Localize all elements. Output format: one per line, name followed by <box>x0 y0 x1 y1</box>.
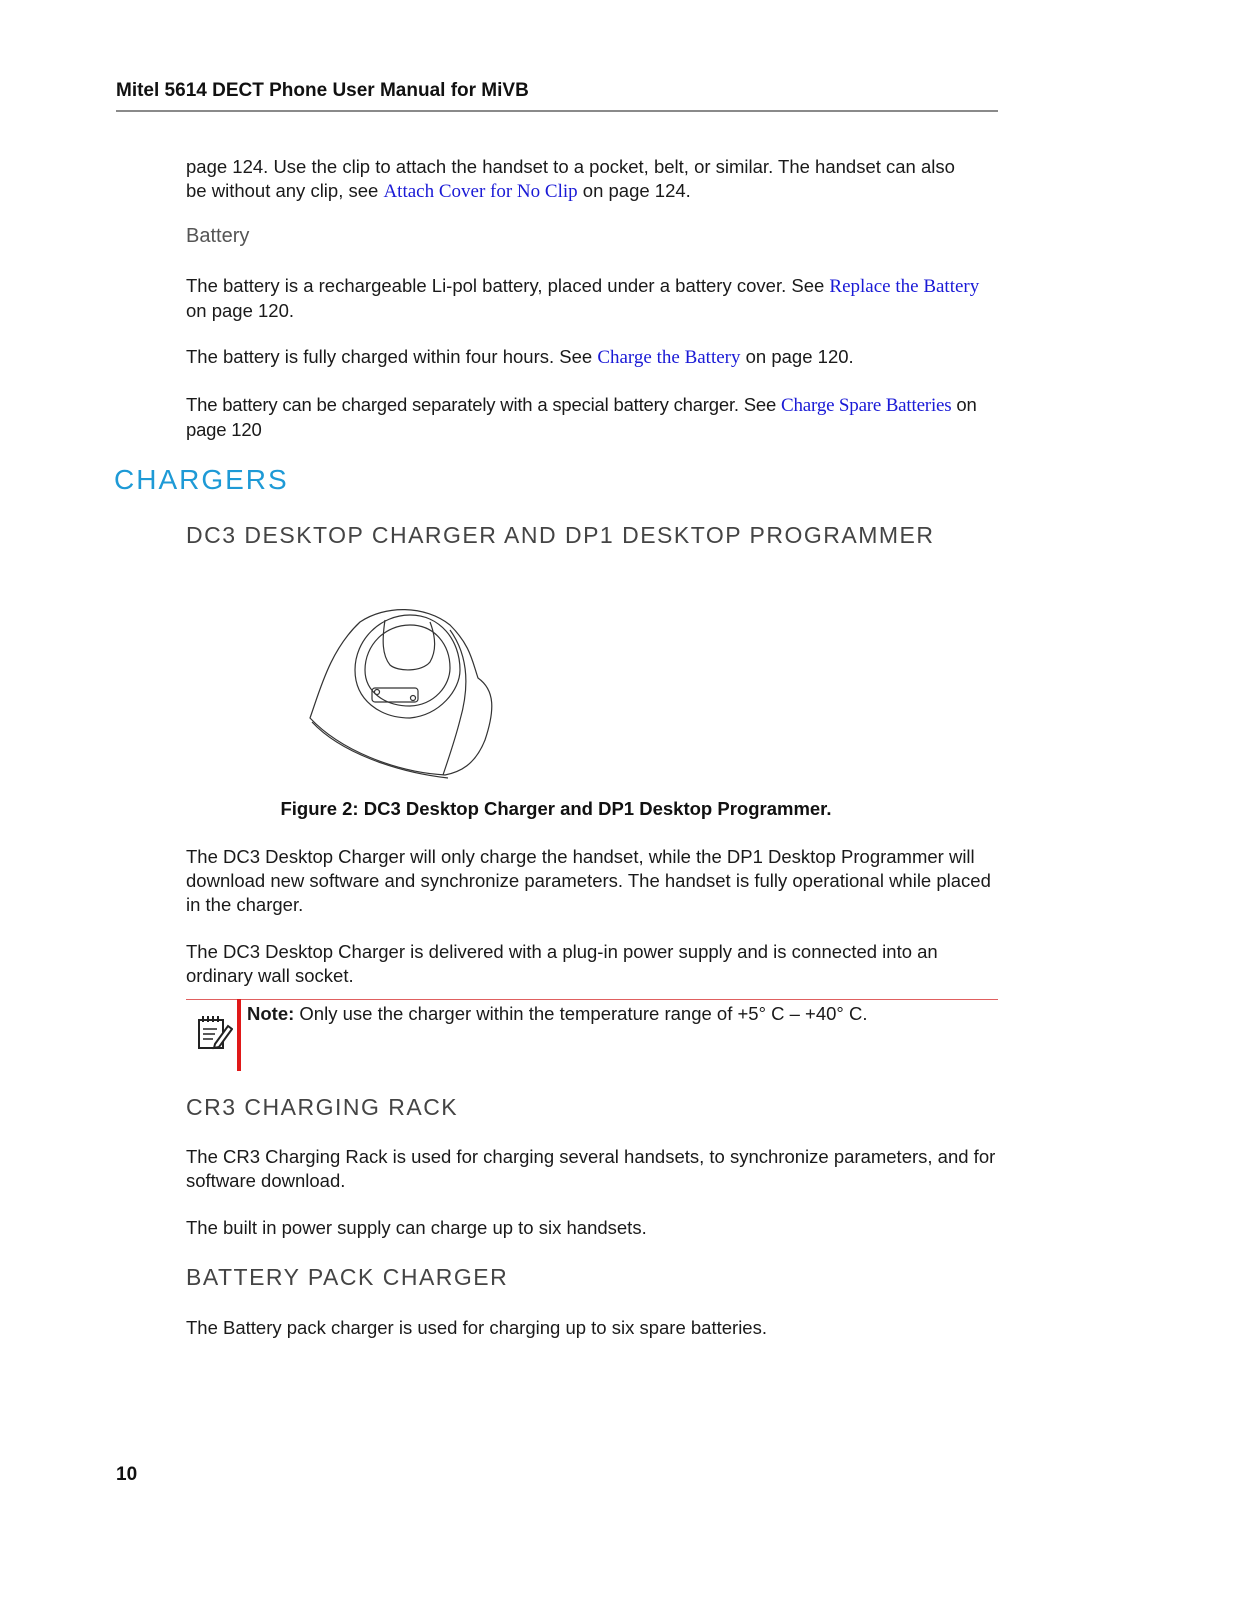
charge-battery-link[interactable]: Charge the Battery <box>597 347 741 368</box>
note-top-rule <box>186 999 998 1000</box>
battery-pack-paragraph: The Battery pack charger is used for charging up to six spare batteries. <box>186 1317 767 1338</box>
desktop-charger-illustration <box>300 600 500 780</box>
battery-p1-post: on page 120. <box>186 300 295 321</box>
dc3-heading: DC3 DESKTOP CHARGER AND DP1 DESKTOP PROGRAMMER <box>186 522 935 548</box>
battery-heading: Battery <box>186 225 250 247</box>
dc3-paragraph-1: The DC3 Desktop Charger will only charge the handset, while the DP1 Desktop Programmer will download new software and synchronize parameters. The handset is fully operational while placed in the charger. <box>186 846 991 915</box>
header-divider <box>116 110 998 112</box>
intro-line2-pre: be without any clip, see <box>186 180 384 201</box>
intro-line2-post: on page 124. <box>577 180 691 201</box>
cr3-paragraph-1: The CR3 Charging Rack is used for charging several handsets, to synchronize parameters, and for software download. <box>186 1146 996 1191</box>
intro-paragraph <box>186 155 1001 204</box>
note-accent-bar <box>237 999 241 1071</box>
dc3-paragraph-2: The DC3 Desktop Charger is delivered with a plug-in power supply and is connected into an ordinary wall socket. <box>186 941 938 986</box>
figure-caption: Figure 2: DC3 Desktop Charger and DP1 Desktop Programmer. <box>280 798 832 819</box>
battery-pack-heading: BATTERY PACK CHARGER <box>186 1264 509 1290</box>
battery-paragraph-3 <box>186 393 1001 442</box>
note-label: Note: <box>247 1003 295 1024</box>
running-header: Mitel 5614 DECT Phone User Manual for MiVB <box>116 80 529 101</box>
note-body: Only use the charger within the temperature range of +5° C – +40° C. <box>294 1003 868 1024</box>
battery-p3-post: on page 120 <box>186 394 977 440</box>
battery-p2-text: The battery is fully charged within four hours. See <box>186 346 598 367</box>
charge-spare-batteries-link[interactable]: Charge Spare Batteries <box>781 395 952 416</box>
note-pencil-icon <box>195 1014 233 1052</box>
cr3-paragraph-2: The built in power supply can charge up to six handsets. <box>186 1217 647 1238</box>
chargers-heading: CHARGERS <box>114 464 289 495</box>
battery-p2-post: on page 120. <box>740 346 854 367</box>
page-number: 10 <box>116 1464 138 1485</box>
note-text <box>247 1003 867 1025</box>
replace-battery-link[interactable]: Replace the Battery <box>829 276 980 297</box>
battery-paragraph-2 <box>186 345 1001 370</box>
attach-cover-link[interactable]: Attach Cover for No Clip <box>383 181 578 202</box>
cr3-heading: CR3 CHARGING RACK <box>186 1094 459 1120</box>
intro-line1: page 124. Use the clip to attach the handset to a pocket, belt, or similar. The handset can also <box>186 156 955 177</box>
battery-p3-text: The battery can be charged separately with a special battery charger. See <box>186 394 782 415</box>
battery-p1-text: The battery is a rechargeable Li-pol battery, placed under a battery cover. See <box>186 275 830 296</box>
battery-paragraph-1 <box>186 274 1001 323</box>
